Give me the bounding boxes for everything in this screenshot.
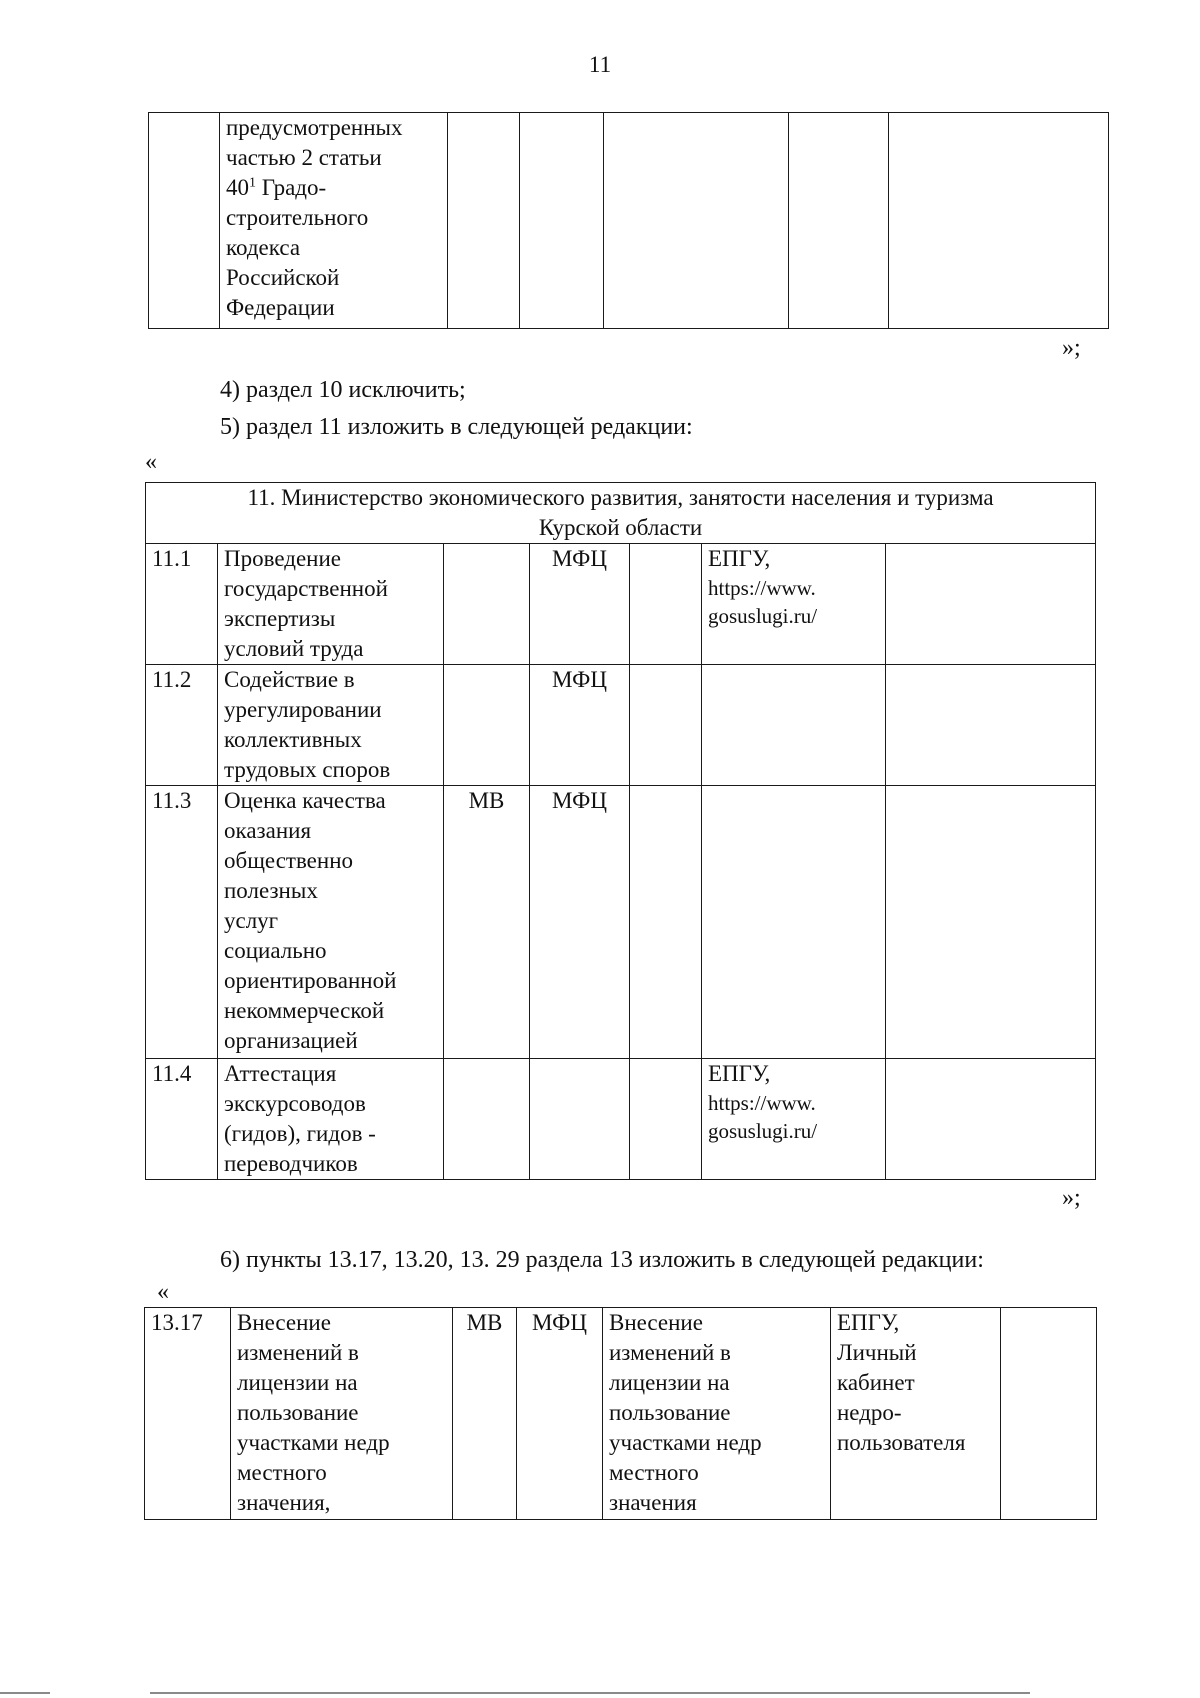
paragraph-6: 6) пункты 13.17, 13.20, 13. 29 раздела 13 изложить в следующей редакции:: [220, 1247, 984, 1273]
table-cell: [789, 113, 889, 329]
close-quote: »;: [1062, 335, 1081, 361]
section-header: 11. Министерство экономического развития, занятости населения и туризма Курской области: [146, 483, 1096, 544]
scan-edge-line: [0, 1692, 50, 1694]
table-cell: [1001, 1308, 1097, 1520]
service-name: Оценка качества оказания общественно полезных услуг социально ориентированной некоммерческой организацией: [218, 786, 444, 1059]
row-number: 11.4: [146, 1059, 218, 1180]
table-cell: [630, 786, 702, 1059]
close-quote: »;: [1062, 1185, 1081, 1211]
epgu-cell: [702, 665, 886, 786]
table-cell: [886, 786, 1096, 1059]
row-number: 13.17: [145, 1308, 231, 1520]
table-header-row: [146, 483, 1096, 544]
table-row: [145, 1308, 1097, 1520]
mfc-cell: МФЦ: [530, 665, 630, 786]
table-continuation: [148, 112, 1109, 329]
epgu-cell: ЕПГУ, Личный кабинет недро- пользователя: [831, 1308, 1001, 1520]
table-cell: [886, 544, 1096, 665]
table-cell: [886, 1059, 1096, 1180]
table-cell: [520, 113, 604, 329]
mv-cell: [444, 1059, 530, 1180]
table-row: [149, 113, 1109, 329]
row-number: 11.3: [146, 786, 218, 1059]
table-row: [146, 786, 1096, 1059]
table-cell: [889, 113, 1109, 329]
row-number: 11.2: [146, 665, 218, 786]
epgu-cell: [702, 786, 886, 1059]
mv-cell: МВ: [453, 1308, 517, 1520]
open-quote: «: [145, 449, 157, 475]
mv-cell: [444, 665, 530, 786]
mfc-cell: МФЦ: [517, 1308, 603, 1520]
table-cell-name: предусмотренных частью 2 статьи $40^1$ Градо- строительного кодекса Российской Федерации: [220, 113, 448, 329]
table-row: [146, 665, 1096, 786]
mfc-cell: [530, 1059, 630, 1180]
mv-cell: МВ: [444, 786, 530, 1059]
page-number: 11: [588, 52, 612, 77]
table-cell: [630, 1059, 702, 1180]
table-section-13: [144, 1307, 1097, 1520]
table-cell: [886, 665, 1096, 786]
paragraph-5: 5) раздел 11 изложить в следующей редакции:: [220, 414, 693, 440]
table-cell: [630, 665, 702, 786]
table-row: [146, 544, 1096, 665]
paragraph-4: 4) раздел 10 исключить;: [220, 377, 466, 403]
result-cell: Внесение изменений в лицензии на пользование участками недр местного значения: [603, 1308, 831, 1520]
service-name: Содействие в урегулировании коллективных трудовых споров: [218, 665, 444, 786]
epgu-cell: ЕПГУ, https://www. gosuslugi.ru/: [702, 544, 886, 665]
service-name: Проведение государственной экспертизы условий труда: [218, 544, 444, 665]
service-name: Внесение изменений в лицензии на пользование участками недр местного значения,: [231, 1308, 453, 1520]
mv-cell: [444, 544, 530, 665]
table-cell: [630, 544, 702, 665]
scan-edge-line: [150, 1692, 1030, 1694]
table-cell: [604, 113, 789, 329]
table-section-11: [145, 482, 1096, 1180]
table-cell: [448, 113, 520, 329]
row-number: 11.1: [146, 544, 218, 665]
mfc-cell: МФЦ: [530, 786, 630, 1059]
mfc-cell: МФЦ: [530, 544, 630, 665]
table-row: [146, 1059, 1096, 1180]
table-cell: [149, 113, 220, 329]
service-name: Аттестация экскурсоводов (гидов), гидов - переводчиков: [218, 1059, 444, 1180]
epgu-cell: ЕПГУ, https://www. gosuslugi.ru/: [702, 1059, 886, 1180]
open-quote: «: [157, 1279, 169, 1305]
